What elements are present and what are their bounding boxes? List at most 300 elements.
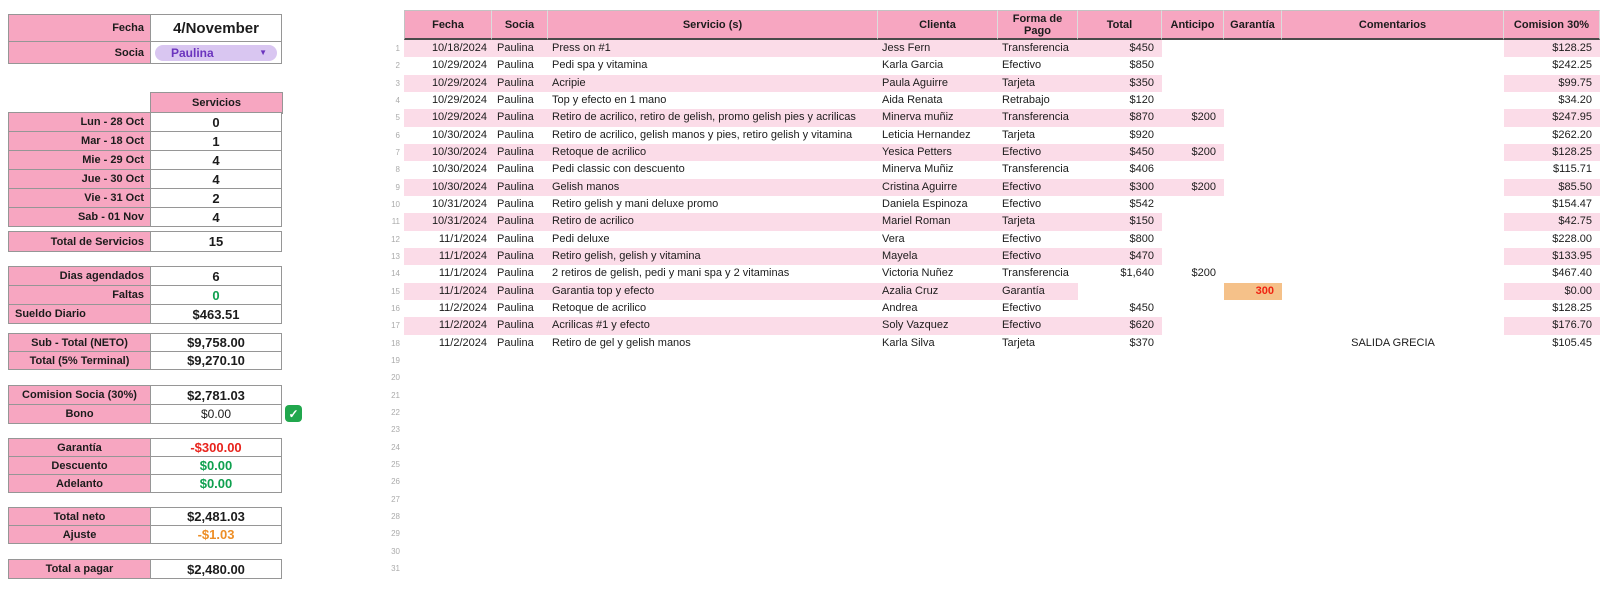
cell-total[interactable]: $870 [1078,109,1162,126]
cell-comision[interactable]: $128.25 [1504,144,1600,161]
cell-comentarios[interactable] [1282,92,1504,109]
cell-socia[interactable]: Paulina [492,179,548,196]
cell-socia[interactable]: Paulina [492,40,548,57]
cell-anticipo[interactable] [1162,456,1224,473]
cell-clienta[interactable] [878,439,998,456]
cell-garantia[interactable] [1224,560,1282,577]
cell-servicio[interactable]: Pedi classic con descuento [552,163,685,176]
cell-socia[interactable] [492,473,548,490]
cell-clienta[interactable]: Jess Fern [878,40,998,57]
cell-clienta[interactable] [878,543,998,560]
cell-total[interactable] [1078,369,1162,386]
cell-clienta[interactable] [878,560,998,577]
cell-clienta[interactable]: Mayela [878,248,998,265]
cell-clienta[interactable] [878,352,998,369]
cell-anticipo[interactable]: $200 [1162,109,1224,126]
cell-servicio[interactable] [548,508,878,525]
cell-comision[interactable] [1504,543,1600,560]
cell-comentarios[interactable] [1282,213,1504,230]
cell-total[interactable]: $620 [1078,317,1162,334]
cell-total[interactable] [1078,387,1162,404]
cell-comision[interactable]: $105.45 [1552,336,1592,349]
cell-garantia[interactable] [1224,109,1282,126]
cell-servicio[interactable] [548,473,878,490]
cell-fecha[interactable]: 10/30/2024 [404,179,492,196]
cell-fecha[interactable]: 11/2/2024 [438,336,487,349]
ajuste-value[interactable]: -$1.03 [151,526,282,544]
descuento-value[interactable]: $0.00 [151,457,282,475]
cell-socia[interactable]: Paulina [497,93,534,106]
cell-clienta[interactable]: Mariel Roman [878,213,998,230]
cell-forma-pago[interactable] [998,508,1078,525]
cell-total[interactable]: $406 [1129,163,1154,176]
total-servicios-value[interactable]: 15 [151,232,282,252]
cell-comision[interactable]: $99.75 [1504,75,1600,92]
cell-fecha[interactable]: 11/1/2024 [404,283,492,300]
cell-comentarios[interactable] [1282,543,1504,560]
cell-socia[interactable] [492,404,548,421]
cell-anticipo[interactable] [1162,525,1224,542]
cell-garantia[interactable] [1224,456,1282,473]
cell-forma-pago[interactable] [998,352,1078,369]
cell-total[interactable]: $542 [1129,197,1154,210]
cell-fecha[interactable]: 10/31/2024 [431,197,487,210]
cell-anticipo[interactable] [1162,161,1224,178]
cell-comision[interactable]: $128.25 [1552,301,1592,314]
cell-socia[interactable]: Paulina [497,59,534,72]
cell-socia[interactable]: Paulina [497,128,534,141]
cell-servicio[interactable]: 2 retiros de gelish, pedi y mani spa y 2 vitaminas [552,267,790,280]
cell-socia[interactable] [492,369,548,386]
cell-clienta[interactable] [878,369,998,386]
cell-comision[interactable] [1504,491,1600,508]
cell-socia[interactable]: Paulina [497,267,534,280]
sueldo-diario-value[interactable]: $463.51 [151,305,282,324]
cell-comision[interactable] [1504,404,1600,421]
cell-total[interactable]: $370 [1129,336,1154,349]
cell-garantia[interactable] [1224,439,1282,456]
cell-anticipo[interactable] [1162,404,1224,421]
cell-total[interactable]: $450 [1129,301,1154,314]
cell-comision[interactable] [1504,421,1600,438]
cell-clienta[interactable] [878,508,998,525]
cell-fecha[interactable]: 11/2/2024 [438,301,487,314]
cell-comision[interactable]: $85.50 [1504,179,1600,196]
day-value[interactable]: 4 [151,170,282,189]
cell-socia[interactable] [492,352,548,369]
cell-comision[interactable] [1504,439,1600,456]
cell-comentarios[interactable] [1282,352,1504,369]
cell-servicio[interactable] [548,387,878,404]
cell-fecha[interactable]: 10/30/2024 [431,163,487,176]
cell-socia[interactable] [492,491,548,508]
cell-servicio[interactable]: Retiro de gel y gelish manos [552,336,691,349]
cell-clienta[interactable]: Karla Garcia [882,59,944,72]
cell-forma-pago[interactable]: Efectivo [1002,232,1042,245]
cell-socia[interactable]: Paulina [497,232,534,245]
cell-comentarios[interactable] [1282,283,1504,300]
cell-anticipo[interactable] [1162,231,1224,248]
socia-dropdown[interactable] [155,45,277,61]
day-value[interactable]: 4 [151,151,282,170]
cell-forma-pago[interactable] [998,456,1078,473]
cell-total[interactable] [1078,456,1162,473]
cell-socia[interactable]: Paulina [497,163,534,176]
cell-total[interactable] [1078,352,1162,369]
cell-garantia[interactable] [1224,231,1282,248]
cell-comentarios[interactable]: SALIDA GRECIA [1351,336,1435,349]
cell-comision[interactable] [1504,525,1600,542]
cell-anticipo[interactable] [1162,473,1224,490]
cell-forma-pago[interactable] [998,439,1078,456]
cell-anticipo[interactable] [1162,421,1224,438]
cell-anticipo[interactable] [1162,317,1224,334]
cell-forma-pago[interactable]: Tarjeta [1002,336,1036,349]
cell-comentarios[interactable] [1282,161,1504,178]
cell-forma-pago[interactable] [998,560,1078,577]
cell-total[interactable]: $450 [1078,40,1162,57]
cell-forma-pago[interactable]: Transferencia [998,109,1078,126]
cell-anticipo[interactable] [1162,196,1224,213]
cell-forma-pago[interactable]: Tarjeta [1002,128,1036,141]
cell-comision[interactable]: $128.25 [1504,40,1600,57]
cell-comision[interactable]: $0.00 [1504,283,1600,300]
cell-comentarios[interactable] [1282,317,1504,334]
total-terminal-value[interactable]: $9,270.10 [151,352,282,370]
cell-fecha[interactable] [404,369,492,386]
cell-garantia[interactable] [1224,525,1282,542]
cell-comentarios[interactable] [1282,127,1504,144]
cell-comision[interactable] [1504,352,1600,369]
cell-fecha[interactable]: 10/31/2024 [404,213,492,230]
day-value[interactable]: 1 [151,132,282,151]
cell-servicio[interactable] [548,543,878,560]
cell-forma-pago[interactable] [998,491,1078,508]
cell-total[interactable] [1078,404,1162,421]
cell-total[interactable]: $120 [1129,93,1154,106]
cell-total[interactable]: $150 [1078,213,1162,230]
cell-anticipo[interactable] [1162,508,1224,525]
cell-clienta[interactable]: Minerva muñiz [878,109,998,126]
day-value[interactable]: 2 [151,189,282,208]
cell-forma-pago[interactable] [998,543,1078,560]
cell-anticipo[interactable] [1162,92,1224,109]
cell-socia[interactable]: Paulina [492,75,548,92]
cell-garantia[interactable] [1224,265,1282,282]
cell-total[interactable]: $300 [1078,179,1162,196]
cell-garantia[interactable] [1224,300,1282,317]
cell-clienta[interactable] [878,525,998,542]
cell-total[interactable]: $470 [1078,248,1162,265]
cell-clienta[interactable] [878,456,998,473]
cell-forma-pago[interactable]: Efectivo [1002,59,1042,72]
cell-socia[interactable]: Paulina [497,301,534,314]
cell-comentarios[interactable] [1282,231,1504,248]
cell-clienta[interactable]: Paula Aguirre [878,75,998,92]
cell-anticipo[interactable] [1162,57,1224,74]
cell-servicio[interactable]: Retiro de acrilico, retiro de gelish, promo gelish pies y acrilicas [548,109,878,126]
cell-forma-pago[interactable]: Retrabajo [1002,93,1050,106]
cell-garantia[interactable] [1224,352,1282,369]
cell-anticipo[interactable] [1162,213,1224,230]
cell-comentarios[interactable] [1282,421,1504,438]
cell-clienta[interactable]: Minerva Muñiz [882,163,954,176]
cell-anticipo[interactable] [1162,127,1224,144]
cell-comentarios[interactable] [1282,491,1504,508]
cell-fecha[interactable] [404,525,492,542]
cell-clienta[interactable] [878,473,998,490]
total-a-pagar-value[interactable]: $2,480.00 [151,560,282,579]
cell-servicio[interactable]: Retoque de acrilico [552,301,647,314]
cell-forma-pago[interactable] [998,421,1078,438]
cell-comision[interactable]: $176.70 [1504,317,1600,334]
cell-comision[interactable]: $228.00 [1552,232,1592,245]
cell-socia[interactable]: Paulina [497,336,534,349]
cell-anticipo[interactable] [1162,300,1224,317]
cell-fecha[interactable]: 11/1/2024 [438,267,487,280]
cell-anticipo[interactable] [1162,491,1224,508]
cell-total[interactable]: $920 [1129,128,1154,141]
cell-anticipo[interactable]: $200 [1162,179,1224,196]
cell-forma-pago[interactable]: Transferencia [1002,163,1069,176]
cell-anticipo[interactable] [1162,543,1224,560]
cell-anticipo[interactable] [1162,352,1224,369]
cell-clienta[interactable]: Cristina Aguirre [878,179,998,196]
cell-comentarios[interactable] [1282,508,1504,525]
cell-socia[interactable] [492,421,548,438]
cell-servicio[interactable]: Acrilicas #1 y efecto [548,317,878,334]
cell-comentarios[interactable] [1282,300,1504,317]
cell-comision[interactable]: $154.47 [1552,197,1592,210]
cell-socia[interactable]: Paulina [492,317,548,334]
cell-clienta[interactable]: Victoria Nuñez [882,267,954,280]
cell-fecha[interactable] [404,439,492,456]
cell-forma-pago[interactable]: Garantía [998,283,1078,300]
cell-total[interactable] [1078,525,1162,542]
cell-total[interactable] [1078,421,1162,438]
cell-garantia[interactable] [1224,57,1282,74]
cell-forma-pago[interactable]: Efectivo [1002,301,1042,314]
bono-checkbox[interactable] [285,405,302,422]
cell-comision[interactable]: $133.95 [1504,248,1600,265]
day-value[interactable]: 4 [151,208,282,227]
cell-servicio[interactable] [548,439,878,456]
cell-comision[interactable] [1504,508,1600,525]
cell-forma-pago[interactable]: Efectivo [998,179,1078,196]
cell-servicio[interactable]: Retiro gelish, gelish y vitamina [548,248,878,265]
cell-total[interactable]: $850 [1129,59,1154,72]
cell-anticipo[interactable]: $200 [1191,267,1216,280]
cell-socia[interactable]: Paulina [492,283,548,300]
cell-socia[interactable]: Paulina [492,248,548,265]
cell-fecha[interactable]: 10/30/2024 [404,144,492,161]
cell-clienta[interactable]: Daniela Espinoza [882,197,968,210]
cell-comision[interactable] [1504,387,1600,404]
cell-servicio[interactable] [548,525,878,542]
garantia-value[interactable]: -$300.00 [151,439,282,457]
cell-socia[interactable]: Paulina [492,109,548,126]
cell-clienta[interactable]: Vera [882,232,905,245]
cell-clienta[interactable]: Yesica Petters [878,144,998,161]
cell-forma-pago[interactable]: Efectivo [1002,197,1042,210]
cell-comision[interactable]: $242.25 [1552,59,1592,72]
cell-servicio[interactable]: Pedi deluxe [552,232,610,245]
cell-garantia[interactable] [1224,75,1282,92]
cell-fecha[interactable]: 10/29/2024 [431,59,487,72]
cell-total[interactable] [1078,560,1162,577]
cell-anticipo[interactable] [1162,40,1224,57]
cell-total[interactable] [1078,491,1162,508]
cell-garantia[interactable] [1224,369,1282,386]
cell-socia[interactable] [492,525,548,542]
cell-anticipo[interactable] [1162,75,1224,92]
total-neto-value[interactable]: $2,481.03 [151,508,282,526]
cell-comentarios[interactable] [1282,144,1504,161]
cell-garantia[interactable] [1224,335,1282,352]
cell-comision[interactable]: $247.95 [1504,109,1600,126]
cell-fecha[interactable] [404,491,492,508]
cell-forma-pago[interactable] [998,404,1078,421]
cell-fecha[interactable] [404,508,492,525]
cell-total[interactable] [1078,473,1162,490]
cell-socia[interactable] [492,543,548,560]
cell-socia[interactable] [492,508,548,525]
cell-forma-pago[interactable]: Efectivo [998,248,1078,265]
cell-servicio[interactable]: Garantia top y efecto [548,283,878,300]
cell-garantia[interactable] [1224,40,1282,57]
cell-comentarios[interactable] [1282,109,1504,126]
cell-servicio[interactable] [548,456,878,473]
cell-servicio[interactable]: Acripie [548,75,878,92]
cell-clienta[interactable] [878,421,998,438]
cell-forma-pago[interactable]: Efectivo [998,317,1078,334]
cell-fecha[interactable] [404,456,492,473]
cell-fecha[interactable]: 11/1/2024 [438,232,487,245]
cell-garantia[interactable] [1224,248,1282,265]
cell-comentarios[interactable] [1282,473,1504,490]
comision-socia-value[interactable]: $2,781.03 [151,386,282,405]
cell-comentarios[interactable] [1282,404,1504,421]
cell-comision[interactable] [1504,456,1600,473]
cell-socia[interactable]: Paulina [497,197,534,210]
cell-garantia[interactable] [1224,161,1282,178]
cell-fecha[interactable] [404,404,492,421]
cell-garantia[interactable] [1224,92,1282,109]
cell-servicio[interactable]: Pedi spa y vitamina [552,59,648,72]
cell-garantia[interactable] [1224,127,1282,144]
cell-comision[interactable] [1504,560,1600,577]
faltas-value[interactable]: 0 [151,286,282,305]
cell-comentarios[interactable] [1282,369,1504,386]
cell-forma-pago[interactable]: Tarjeta [998,213,1078,230]
cell-comision[interactable]: $115.71 [1553,163,1592,176]
cell-servicio[interactable]: Retiro de acrilico [548,213,878,230]
cell-comision[interactable] [1504,369,1600,386]
cell-anticipo[interactable] [1162,369,1224,386]
cell-fecha[interactable]: 10/30/2024 [431,128,487,141]
cell-servicio[interactable] [548,369,878,386]
cell-clienta[interactable] [878,404,998,421]
cell-socia[interactable]: Paulina [492,213,548,230]
cell-fecha[interactable] [404,473,492,490]
cell-fecha[interactable] [404,352,492,369]
cell-anticipo[interactable] [1162,387,1224,404]
sub-total-neto-value[interactable]: $9,758.00 [151,334,282,352]
cell-comentarios[interactable] [1282,560,1504,577]
cell-servicio[interactable] [548,560,878,577]
cell-servicio[interactable]: Retoque de acrilico [548,144,878,161]
cell-comentarios[interactable] [1282,248,1504,265]
cell-forma-pago[interactable]: Efectivo [998,144,1078,161]
cell-total[interactable]: $450 [1078,144,1162,161]
cell-comision[interactable]: $34.20 [1558,93,1592,106]
cell-clienta[interactable]: Aida Renata [882,93,943,106]
cell-comision[interactable] [1504,473,1600,490]
fecha-value[interactable]: 4/November [151,15,282,42]
cell-clienta[interactable]: Andrea [882,301,918,314]
cell-garantia[interactable] [1224,387,1282,404]
cell-comentarios[interactable] [1282,57,1504,74]
cell-total[interactable] [1078,283,1162,300]
cell-servicio[interactable]: Gelish manos [548,179,878,196]
cell-garantia[interactable] [1224,196,1282,213]
cell-garantia[interactable] [1224,508,1282,525]
cell-socia[interactable] [492,439,548,456]
cell-total[interactable] [1078,508,1162,525]
cell-anticipo[interactable] [1162,560,1224,577]
cell-total[interactable]: $1,640 [1120,267,1154,280]
cell-fecha[interactable]: 11/2/2024 [404,317,492,334]
cell-clienta[interactable]: Soly Vazquez [878,317,998,334]
cell-socia[interactable] [492,560,548,577]
cell-fecha[interactable] [404,560,492,577]
cell-servicio[interactable] [548,491,878,508]
cell-anticipo[interactable] [1162,439,1224,456]
cell-comision[interactable]: $42.75 [1504,213,1600,230]
cell-comentarios[interactable] [1282,179,1504,196]
cell-clienta[interactable]: Leticia Hernandez [882,128,971,141]
cell-garantia[interactable] [1224,404,1282,421]
cell-comentarios[interactable] [1282,525,1504,542]
cell-comentarios[interactable] [1282,75,1504,92]
cell-comentarios[interactable] [1282,40,1504,57]
cell-garantia[interactable] [1224,317,1282,334]
cell-servicio[interactable]: Top y efecto en 1 mano [552,93,667,106]
cell-garantia[interactable] [1224,473,1282,490]
cell-garantia[interactable] [1224,213,1282,230]
cell-fecha[interactable]: 10/18/2024 [404,40,492,57]
cell-servicio[interactable] [548,421,878,438]
cell-comision[interactable]: $467.40 [1552,267,1592,280]
cell-garantia[interactable] [1224,144,1282,161]
cell-anticipo[interactable] [1162,248,1224,265]
cell-socia[interactable]: Paulina [492,144,548,161]
cell-forma-pago[interactable] [998,473,1078,490]
cell-servicio[interactable]: Retiro de acrilico, gelish manos y pies, retiro gelish y vitamina [552,128,853,141]
cell-total[interactable] [1078,439,1162,456]
cell-fecha[interactable]: 10/29/2024 [404,109,492,126]
cell-forma-pago[interactable] [998,387,1078,404]
cell-clienta[interactable] [878,387,998,404]
cell-servicio[interactable]: Retiro gelish y mani deluxe promo [552,197,719,210]
cell-total[interactable]: $350 [1078,75,1162,92]
cell-servicio[interactable]: Press on #1 [548,40,878,57]
cell-fecha[interactable] [404,387,492,404]
cell-garantia[interactable]: 300 [1224,283,1282,300]
cell-comentarios[interactable] [1282,387,1504,404]
cell-garantia[interactable] [1224,179,1282,196]
cell-fecha[interactable] [404,543,492,560]
